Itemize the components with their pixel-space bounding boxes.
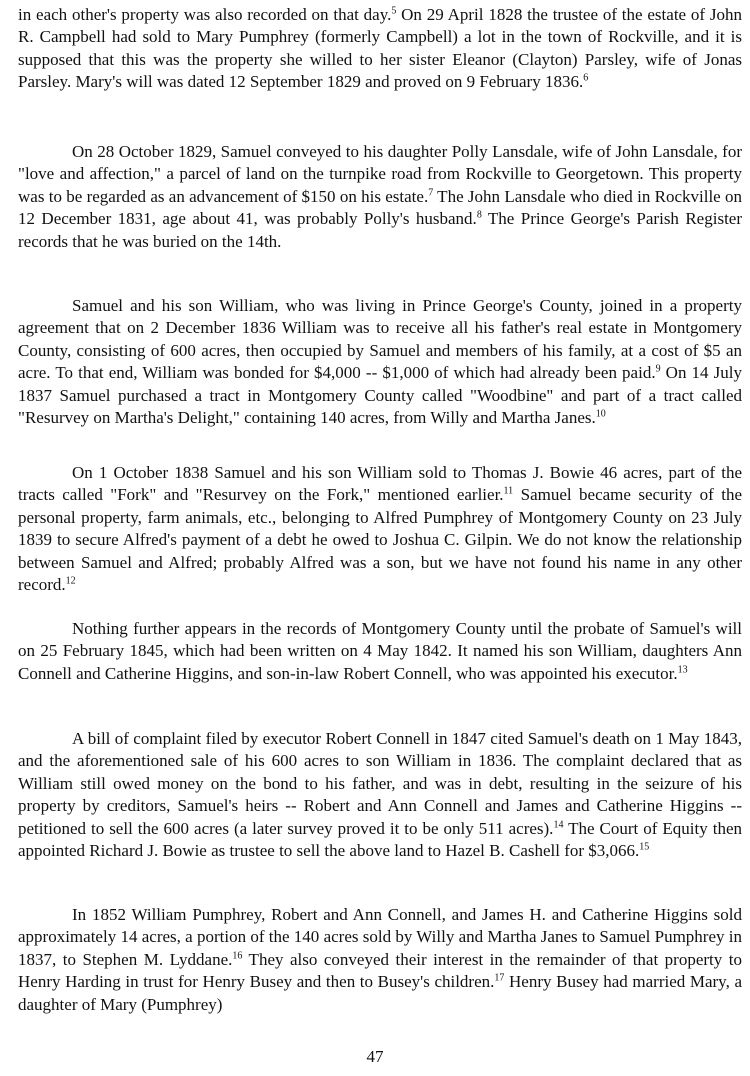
paragraph-text: On 1 October 1838 Samuel and his son William sold to Thomas J. Bowie 46 acres, part of the tracts called "Fork" and "Resurvey on the Fork," mentioned earlier.	[18, 463, 742, 505]
footnote-marker: 16	[232, 950, 243, 962]
paragraph-text: The John Lansdale who died in Rockville on 12 December 1831, age about 41, was probably Polly's husband.	[18, 186, 742, 229]
paragraph-text: The Prince George's Parish Register records that he was buried on the 14th.	[18, 209, 742, 251]
footnote-marker: 6	[583, 72, 589, 84]
footnote-marker: 11	[503, 485, 514, 497]
paragraph-text: On 28 October 1829, Samuel conveyed to his daughter Polly Lansdale, wife of John Lansdale, for "love and affection," a parcel of land on the turnpike road from Rockville to Georgetown. This property was to be regarded as an advancement of $150 on his estate.	[18, 142, 742, 206]
footnote-marker: 13	[677, 664, 688, 676]
paragraph-6	[18, 728, 742, 862]
paragraph-text: On 29 April 1828 the trustee of the estate of John R. Campbell had sold to Mary Pumphrey (formerly Campbell) a lot in the town of Rockville, and it is supposed that this was the property she willed to her sister Eleanor (Clayton) Parsley, wife of Jonas Parsley. Mary's will was dated 12 September 1829 and proved on 9 February 1836.	[18, 5, 742, 92]
paragraph-1	[18, 4, 742, 94]
footnote-marker: 7	[428, 187, 434, 199]
footnote-marker: 8	[476, 209, 482, 221]
footnote-marker: 17	[494, 972, 505, 984]
paragraph-text: A bill of complaint filed by executor Robert Connell in 1847 cited Samuel's death on 1 May 1843, and the aforementioned sale of his 600 acres to son William in 1836. The complaint declared that as William still owed money on the bond to his father, and was in debt, resulting in the seizure of his property by creditors, Samuel's heirs -- Robert and Ann Connell and James and Catherine Higgins -- petitioned to sell the 600 acres (a later survey proved it to be only 511 acres).	[18, 729, 742, 838]
paragraph-text: On 14 July 1837 Samuel purchased a tract in Montgomery County called "Woodbine" and part of a tract called "Resurvey on Martha's Delight," containing 140 acres, from Willy and Martha Janes.	[18, 363, 742, 428]
footnote-marker: 14	[553, 818, 564, 830]
paragraph-text: in each other's property was also recorded on that day.	[18, 5, 392, 24]
footnote-marker: 10	[595, 408, 606, 420]
page-number: 47	[366, 1047, 384, 1066]
footnote-marker: 9	[655, 363, 661, 375]
footnote-marker: 12	[65, 575, 76, 587]
paragraph-text: Nothing further appears in the records of Montgomery County until the probate of Samuel's will on 25 February 1845, which had been written on 4 May 1842. It named his son William, daughters Ann Connell and Catherine Higgins, and son-in-law Robert Connell, who was appointed his executor.	[18, 619, 742, 683]
footnote-marker: 15	[639, 841, 650, 853]
paragraph-text: Samuel and his son William, who was living in Prince George's County, joined in a property agreement that on 2 December 1836 William was to receive all his father's real estate in Montgomery County, consisting of 600 acres, then occupied by Samuel and members of his family, at a cost of $5 an acre. To that end, William was bonded for $4,000 -- $1,000 of which had already been paid.	[18, 296, 742, 383]
paragraph-5	[18, 618, 742, 685]
paragraph-2	[18, 141, 742, 253]
footnote-marker: 5	[391, 5, 397, 17]
paragraph-4	[18, 462, 742, 596]
paragraph-text: In 1852 William Pumphrey, Robert and Ann Connell, and James H. and Catherine Higgins sold approximately 14 acres, a portion of the 140 acres sold by Willy and Martha Janes to Samuel Pumphrey in 1837, to Stephen M. Lyddane.	[18, 905, 742, 969]
paragraph-text: They also conveyed their interest in the remainder of that property to Henry Harding in trust for Henry Busey and then to Busey's children.	[18, 949, 742, 992]
paragraph-7	[18, 904, 742, 1016]
paragraph-text: The Court of Equity then appointed Richard J. Bowie as trustee to sell the above land to Hazel B. Cashell for $3,066.	[18, 818, 743, 861]
paragraph-text: Samuel became security of the personal property, farm animals, etc., belonging to Alfred Pumphrey of Montgomery County on 23 July 1839 to secure Alfred's payment of a debt he owed to Joshua C. Gilpin. We do not know the relationship between Samuel and Alfred; probably Alfred was a son, but we have not found his name in any other record.	[18, 485, 742, 595]
paragraph-3	[18, 295, 742, 429]
paragraph-text: Henry Busey had married Mary, a daughter of Mary (Pumphrey)	[18, 972, 742, 1014]
